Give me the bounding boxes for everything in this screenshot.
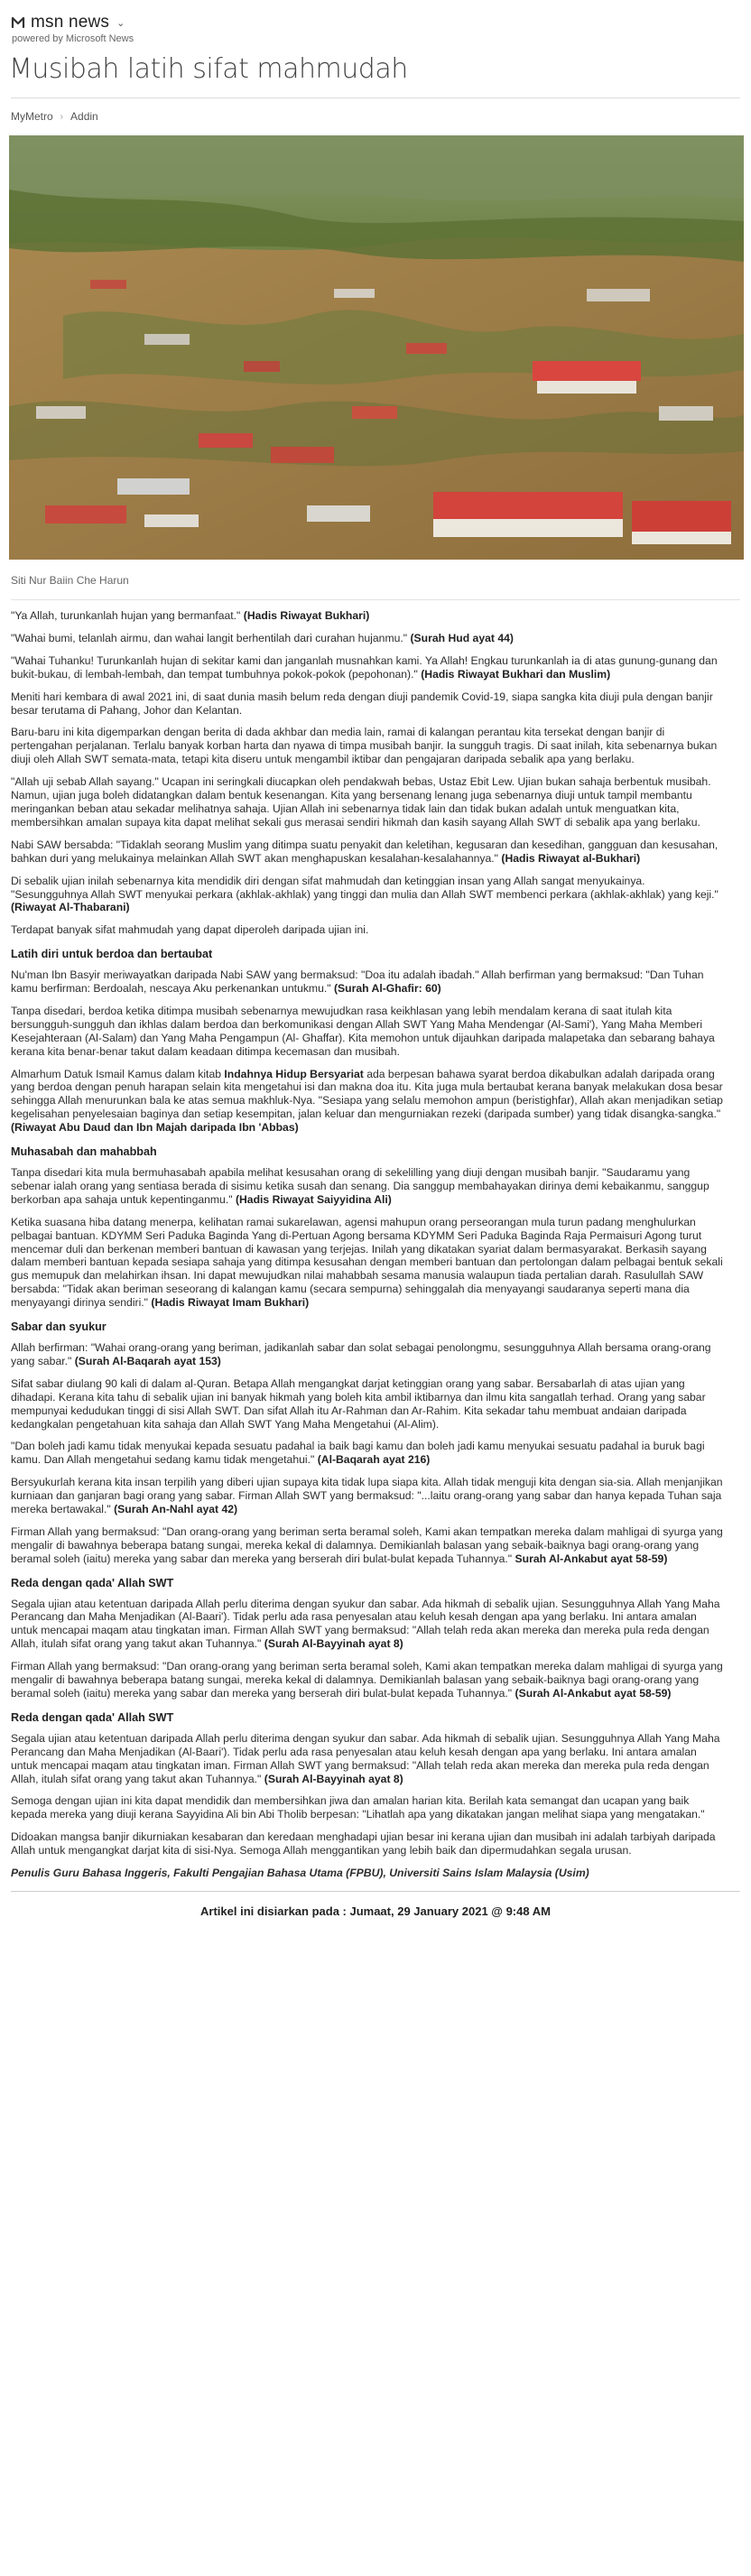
msn-header <box>0 0 751 43</box>
divider <box>11 599 740 600</box>
paragraph: Semoga dengan ujian ini kita dapat mendidik dan membersihkan jiwa dan amalan harian kita. Berilah kata semangat dan ucapan yang baik kepada mereka yang diuji kerana Sayyidina Ali bin Abi Tholib berpesan: "Lihatlah apa yang dikatakan jangan melihat siapa yang mengatakan." <box>11 1794 705 1821</box>
paragraph: "Wahai Tuhanku! Turunkanlah hujan di sekitar kami dan janganlah musnahkan kami. Ya Allah! Engkau turunkanlah ia di atas gunung-gunang dan bukit-bukau, di lembah-lembah, dan tempat tumbuhnya pokok-pokok (pepohonan)." (Hadis Riwayat Bukhari dan Muslim) <box>11 653 718 681</box>
section-heading: Latih diri untuk berdoa dan bertaubat <box>11 948 213 961</box>
paragraph: Tanpa disedari, berdoa ketika ditimpa musibah sebenarnya mewujudkan rasa keikhlasan yang lebih mendalam kerana di saat itulah kita bersungguh-sungguh dan ikhlas dalam berdoa dan berkomunikasi dengan Allah SWT Yang Maha Mendengar (Al-Sami'), Yang Maha Memberi Kesejahteraan (Al-Salam) dan Yang Maha Pengampun (Al- Ghaffar). Kita memohon untuk dijauhkan daripada malapetaka dan sebarang bahaya kerana kita benar-benar takut dalam keadaan ditimpa kecemasan dan musibah. <box>11 1004 715 1058</box>
paragraph: Bersyukurlah kerana kita insan terpilih yang diberi ujian supaya kita tidak lupa siapa kita. Allah tidak menguji kita dengan sia-sia. Allah menjanjikan kurniaan dan ganjaran bagi orang yang sabar. Firman Allah SWT yang bermaksud: "...laitu orang-orang yang sabar dan hanya kepada Tuhan saja mereka bertawakal." (Surah An-Nahl ayat 42) <box>11 1476 723 1516</box>
paragraph: Segala ujian atau ketentuan daripada Allah perlu diterima dengan syukur dan sabar. Ada hikmah di sebalik ujian. Sesungguhnya Allah Yang Maha Perancang dan Maha Menjadikan (Al-Baari'). Tidak perlu ada rasa penyesalan atau keluh kesah dengan apa yang berlaku. Ini antara amalan untuk mencapai maqam atau tingkatan iman. Firman Allah SWT yang bermaksud: "Allah telah reda akan mereka dan mereka pula reda dengan Allah, itulah sifat orang yang takut akan Tuhannya." (Surah Al-Bayyinah ayat 8) <box>11 1597 720 1651</box>
msn-logo-icon[interactable] <box>11 15 25 30</box>
chevron-down-icon[interactable]: ⌄ <box>116 17 125 29</box>
paragraph: Nabi SAW bersabda: "Tidaklah seorang Muslim yang ditimpa suatu penyakit dan keletihan, kegusaran dan kesedihan, gangguan dan kesusahan, bahkan duri yang melukainya melainkan Allah SWT akan menghapuskan kesalahan-kesalahannya." (Hadis Riwayat al-Bukhari) <box>11 838 719 865</box>
paragraph: Segala ujian atau ketentuan daripada Allah perlu diterima dengan syukur dan sabar. Ada hikmah di sebalik ujian. Sesungguhnya Allah Yang Maha Perancang dan Maha Menjadikan (Al-Baari'). Tidak perlu ada rasa penyesalan atau keluh kesah dengan apa yang berlaku. Ini antara amalan untuk mencapai maqam atau tingkatan iman. Firman Allah SWT yang bermaksud: "Allah telah reda akan mereka dan mereka pula reda dengan Allah, itulah sifat orang yang takut akan Tuhannya." (Surah Al-Bayyinah ayat 8) <box>11 1731 720 1785</box>
powered-by: powered by Microsoft News <box>12 33 134 44</box>
paragraph: Terdapat banyak sifat mahmudah yang dapat diperoleh daripada ujian ini. <box>11 923 369 937</box>
brand-name[interactable]: msn news <box>31 13 110 32</box>
section-heading: Sabar dan syukur <box>11 1320 107 1334</box>
paragraph: Meniti hari kembara di awal 2021 ini, di saat dunia masih belum reda dengan diuji pandemik Covid-19, siapa sangka kita diuji pula dengan banjir besar terutama di Pahang, Johor dan Kelantan. <box>11 690 713 717</box>
paragraph: "Ya Allah, turunkanlah hujan yang bermanfaat." (Hadis Riwayat Bukhari) <box>11 609 370 622</box>
hero-image <box>9 135 744 560</box>
divider <box>11 1891 740 1892</box>
chevron-right-icon: › <box>60 111 64 122</box>
paragraph: Firman Allah yang bermaksud: "Dan orang-orang yang beriman serta beramal soleh, Kami akan tempatkan mereka dalam mahligai di syurga yang mengalir di bawahnya beberapa batang sungai, mereka kekal di dalamnya. Demikianlah balasan yang sebaik-baiknya bagi orang-orang yang beramal soleh (iaitu) mereka yang sabar dan mereka yang berserah diri bulat-bulat kepada Tuhannya." (Surah Al-Ankabut ayat 58-59) <box>11 1660 723 1700</box>
category-link[interactable]: Addin <box>70 110 98 123</box>
section-heading: Reda dengan qada' Allah SWT <box>11 1710 174 1724</box>
paragraph: Allah berfirman: "Wahai orang-orang yang beriman, jadikanlah sabar dan solat sebagai penolongmu, sesungguhnya Allah bersama orang-orang yang sabar." (Surah Al-Baqarah ayat 153) <box>11 1340 711 1367</box>
source-link[interactable]: MyMetro <box>11 110 53 123</box>
article-body <box>11 609 724 1880</box>
paragraph: "Dan boleh jadi kamu tidak menyukai kepada sesuatu padahal ia baik bagi kamu dan boleh jadi kamu menyukai sesuatu padahal ia buruk bagi kamu. Dan Allah mengetahui sedang kamu tidak mengetahui." (Al-Baqarah ayat 216) <box>11 1440 705 1467</box>
section-heading: Muhasabah dan mahabbah <box>11 1145 157 1159</box>
author-credit: Penulis Guru Bahasa Inggeris, Fakulti Pengajian Bahasa Utama (FPBU), Universiti Sains Islam Malaysia (Usim) <box>11 1867 589 1880</box>
image-caption: Siti Nur Baiin Che Harun <box>11 574 129 587</box>
paragraph: Di sebalik ujian inilah sebenarnya kita mendidik diri dengan sifat mahmudah dan ketinggian insan yang Allah sangat menyukainya. "Sesungguhnya Allah SWT menyukai perkara (akhlak-akhlak) yang tinggi dan mulia dan Allah SWT membenci perkara (akhlak-akhlak) yang keji." (Riwayat Al-Thabarani) <box>11 874 719 914</box>
page-title: Musibah latih sifat mahmudah <box>9 53 408 85</box>
publish-date: Artikel ini disiarkan pada : Jumaat, 29 January 2021 @ 9:48 AM <box>200 1904 551 1918</box>
paragraph: Firman Allah yang bermaksud: "Dan orang-orang yang beriman serta beramal soleh, Kami akan tempatkan mereka dalam mahligai di syurga yang mengalir di bawahnya beberapa batang sungai, mereka kekal di dalamnya. Demikianlah balasan yang sebaik-baiknya bagi orang-orang yang beramal soleh (iaitu) mereka yang sabar dan mereka yang berserah diri bulat-bulat kepada Tuhannya." Surah Al-Ankabut ayat 58-59) <box>11 1524 723 1565</box>
paragraph: "Wahai bumi, telanlah airmu, dan wahai langit berhentilah dari curahan hujanmu." (Surah Hud ayat 44) <box>11 631 514 644</box>
paragraph: Ketika suasana hiba datang menerpa, kelihatan ramai sukarelawan, agensi mahupun orang perseorangan mula turun padang menghulurkan pelbagai bantuan. KDYMM Seri Paduka Baginda Yang di-Pertuan Agong bersama KDYMM Seri Paduka Baginda Raja Permaisuri Agong turut mencemar duli dan berkenan memberi bantuan di kawasan yang terjejas. Inilah yang dikatakan syariat dalam bermasyarakat. Berkasih sayang dalam memberi bantuan kepada sesiapa sahaja yang ditimpa kesusahan dengan memberi bantuan dan pertolongan dalam pelbagai bentuk sekali gus memupuk dan melahirkan ihsan. Ini dapat mewujudkan nilai mahabbah sesama manusia walaupun tiada pertalian darah. Rasulullah SAW bersabda: "Tidak akan beriman seseorang di kalangan kamu (secara sempurna) sehinggalah dia menyayangi saudaranya seperti mana dia menyayangi dirinya sendiri." (Hadis Riwayat Imam Bukhari) <box>11 1215 723 1310</box>
breadcrumb <box>11 108 740 125</box>
paragraph: Sifat sabar diulang 90 kali di dalam al-Quran. Betapa Allah mengangkat darjat ketinggian orang yang sabar. Bersabarlah di atas ujian yang dihadapi. Kerana kita tahu di sebalik ujian ini banyak hikmah yang boleh kita ambil iktibarnya dan ilmu kita sangatlah terhad. Orang yang sabar mempunyai kedudukan tinggi di sisi Allah SWT. Dan sifat Allah itu Ar-Rahman dan Ar-Rahim. Kita sekadar tahu membuat andaian daripada kedangkalan pengetahuan kita sahaja dan Allah SWT Yang Maha Mengetahui (Al-Alim). <box>11 1376 706 1431</box>
divider <box>11 97 740 98</box>
paragraph: Nu'man Ibn Basyir meriwayatkan daripada Nabi SAW yang bermaksud: "Doa itu adalah ibadah." Allah berfirman yang bermaksud: "Dan Tuhan kamu berfirman: Berdoalah, nescaya Aku perkenankan untukmu." (Surah Al-Ghafir: 60) <box>11 968 704 996</box>
paragraph: "Allah uji sebab Allah sayang." Ucapan ini seringkali diucapkan oleh pendakwah bebas, Ustaz Ebit Lew. Ujian bukan sahaja berbentuk musibah. Namun, ujian juga boleh didatangkan dalam bentuk kesenangan. Kita yang bersenang lenang juga sebenarnya diuji untuk tampil membantu meringankan beban atau sekadar melihatnya sahaja. Ujian Allah ini sebenarnya tidak lain dan tidak bukan adalah untuk menguatkan kita, membersihkan amalan supaya kita dapat melihat sekali gus merasai sendiri hikmah dan kasih sayang Allah SWT di sebalik apa yang berlaku. <box>11 775 711 829</box>
paragraph: Tanpa disedari kita mula bermuhasabah apabila melihat kesusahan orang di sekelilling yang diuji dengan musibah banjir. "Saudaramu yang sebenar ialah orang yang sentiasa berada di sisimu ketika susah dan senang. Dia sanggup membahayakan dirinya demi kebaikanmu, sanggup berkorban apa sahaja untuk kepentinganmu." (Hadis Riwayat Saiyyidina Ali) <box>11 1166 709 1206</box>
paragraph: Baru-baru ini kita digemparkan dengan berita di dada akhbar dan media lain, ramai di kalangan perantau kita tersekat dengan banjir di pertengahan perjalanan. Terlalu banyak korban harta dan nyawa di timpa musibah banjir. Ia sungguh tragis. Di saat inilah, kita sebenarnya bukan diuji oleh Allah SWT semata-mata, tetapi kita diseru untuk mengambil iktibar dan pengajaran daripada sebalik apa yang berlaku. <box>11 726 718 766</box>
section-heading: Reda dengan qada' Allah SWT <box>11 1576 174 1589</box>
paragraph: Didoakan mangsa banjir dikurniakan kesabaran dan keredaan menghadapi ujian besar ini kerana ujian dan musibah ini adalah tarbiyah daripada Allah untuk mengangkat darjat kita di sisi-Nya. Semoga Allah menggantikan yang lebih baik dan dipermudahkan segala urusan. <box>11 1830 716 1858</box>
paragraph: Almarhum Datuk Ismail Kamus dalam kitab Indahnya Hidup Bersyariat ada berpesan bahawa syarat berdoa dikabulkan adalah daripada orang yang berdoa dengan penuh harapan selain kita mengetahui isi dan makna doa itu. Kita juga mula bertaubat kerana banyak melakukan dosa besar sehingga Allah menurunkan bala ke atas semua makhluk-Nya. "Sesiapa yang selalu memohon ampun (beristighfar), Allah akan menjadikan setiap kegelisahan penyelesaian baginya dan setiap kesempitan, jalan keluar dan mengurniakan rezeki (daripada sumber) yang tidak disangka-sangka." (Riwayat Abu Daud dan Ibn Majah daripada Ibn 'Abbas) <box>11 1067 723 1135</box>
